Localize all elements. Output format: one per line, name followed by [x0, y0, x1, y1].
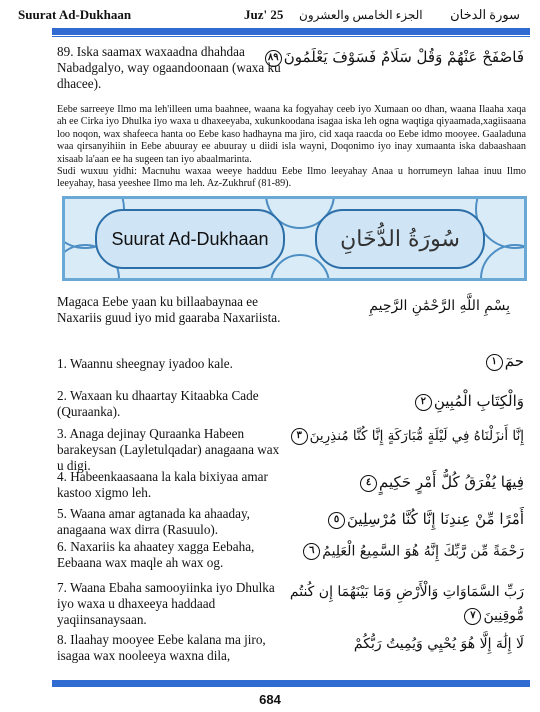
ornament-swirl [480, 244, 527, 281]
verse-number-marker: ٤ [360, 475, 377, 492]
basmala-translation: Magaca Eebe yaan ku billaabaynaa ee Naxariis guud iyo mid gaaraba Naxariista. [57, 294, 281, 325]
verse-arabic [326, 510, 524, 529]
commentary [57, 104, 526, 191]
verse-arabic-text: رَحْمَةً مِّن رَّبِّكَ إِنَّهُ هُوَ السَّمِيعُ الْعَلِيمُ [322, 543, 524, 560]
header-juz: Juz' 25 [244, 7, 284, 22]
verse-number-marker: ٨٩ [265, 50, 282, 67]
verse-arabic [484, 352, 524, 371]
header-juz-arabic: الجزء الخامس والعشرون [299, 7, 423, 22]
verse-arabic [354, 636, 524, 652]
top-thin-rule [52, 36, 530, 37]
commentary-paragraph: Eebe sarreeye Ilmo ma leh'illeen uma baahnee, waana ka fogyahay ceeb iyo Xumaan oo dhan, waana Ilaaha xaqa ah ee Cirka iyo Dhulka iyo waxa u dhaxeeyaba, xukunkoodana isagaa iska leh ogna waqtiga qiyaamada,xagiisaana loo noqon, wax shafeeca hanta oo Eebe kaso hadhayna ma jiro, cid xaqa raacda oo Eebe idmo mooyee. Gaaladuna waa qirsanyihiin in Eebe abuuray ee abuuray u diidi isla wayni, Doqonimo iyo inay xumaanta iska dabaashaan xisaab la'aan ee ha sugeen tan iyo abaalmarinta. [57, 104, 526, 165]
basmala-arabic: بِسْمِ اللَّهِ الرَّحْمَٰنِ الرَّحِيمِ [369, 298, 510, 314]
verse-translation: 8. Ilaahay mooyee Eebe kalana ma jiro, isagaa wax nooleeya waxna dila, [57, 632, 266, 663]
page-header [14, 4, 526, 26]
banner-title-arabic: سُورَةُ الدُّخَانِ [315, 209, 485, 269]
verse-arabic-text: وَالْكِتَابِ الْمُبِينِ [433, 392, 524, 410]
surah-title-banner [62, 196, 527, 281]
verse-translation: 2. Waxaan ku dhaartay Kitaabka Cade (Quraanka). [57, 388, 259, 419]
verse-arabic-text: إِنَّا أَنزَلْنَاهُ فِي لَيْلَةٍ مُّبَارَكَةٍ إِنَّا كُنَّا مُنذِرِينَ [309, 428, 524, 444]
verse-arabic [301, 543, 524, 560]
verse-translation: 6. Naxariis ka ahaatey xagga Eebaha, Eebaana wax maqle ah wax og. [57, 539, 255, 570]
commentary-paragraph: Sudi wuxuu yidhi: Macnuhu waxaa weeye hadduu Eebe Ilmo leeyahay Anaa u horrumeyn lahaa inuu Ilmo leeyahay, hasa yeeshee Ilmo ma leh. Az-Zukhruf (81-89). [57, 166, 526, 190]
verse-arabic [284, 580, 524, 628]
verse-number-marker: ١ [486, 354, 503, 371]
verse-number-marker: ٦ [303, 543, 320, 560]
page-number: 684 [259, 692, 281, 707]
verse-89-arabic [263, 48, 524, 67]
verse-arabic-text: رَبِّ السَّمَاوَاتِ وَالْأَرْضِ وَمَا بَيْنَهُمَا إِن كُنتُم مُّوقِنِينَ [289, 584, 524, 624]
top-rule [52, 28, 530, 35]
verse-arabic [289, 428, 524, 445]
bottom-rule [52, 680, 530, 687]
verse-translation: 3. Anaga dejinay Quraanka Habeen barakeysan (Layletulqadar) anagaana wax u digi. [57, 426, 280, 473]
verse-number-marker: ٢ [415, 394, 432, 411]
verse-translation: 1. Waannu sheegnay iyadoo kale. [57, 356, 233, 371]
header-surah-arabic: سورة الدخان [450, 7, 520, 22]
verse-arabic-text: حمٓ [504, 352, 524, 370]
header-surah-name: Suurat Ad-Dukhaan [18, 7, 132, 22]
verse-number-marker: ٣ [291, 428, 308, 445]
verse-arabic-text: فِيهَا يُفْرَقُ كُلُّ أَمْرٍ حَكِيمٍ [379, 473, 524, 491]
verse-translation: 7. Waana Ebaha samooyiinka iyo Dhulka iyo waxa u dhaxeeya haddaad yaqiinsanaysaan. [57, 580, 275, 627]
verse-arabic-text: لَا إِلَٰهَ إِلَّا هُوَ يُحْيِي وَيُمِيتُ رَبُّكُمْ [353, 636, 524, 652]
verse-translation: 4. Habeenkaasaana la kala bixiyaa amar kastoo xigmo leh. [57, 469, 268, 500]
verse-arabic-text: أَمْرًا مِّنْ عِندِنَا إِنَّا كُنَّا مُرْسِلِينَ [347, 510, 524, 528]
banner-title: Suurat Ad-Dukhaan [95, 209, 285, 269]
verse-translation: 5. Waana amar agtanada ka ahaaday, anagaana wax dirra (Rasuulo). [57, 506, 250, 537]
verse-number-marker: ٧ [464, 608, 481, 625]
verse-arabic [358, 473, 524, 492]
verse-number-marker: ٥ [328, 512, 345, 529]
verse-89-translation: 89. Iska saamax waxaadna dhahdaa Nabadgalyo, way ogaandoonaan (waxa ku dhacee). [57, 44, 281, 91]
verse-89-arabic-text: فَاصْفَحْ عَنْهُمْ وَقُلْ سَلَامٌ فَسَوْفَ يَعْلَمُونَ [283, 48, 524, 66]
verse-arabic [413, 392, 524, 411]
